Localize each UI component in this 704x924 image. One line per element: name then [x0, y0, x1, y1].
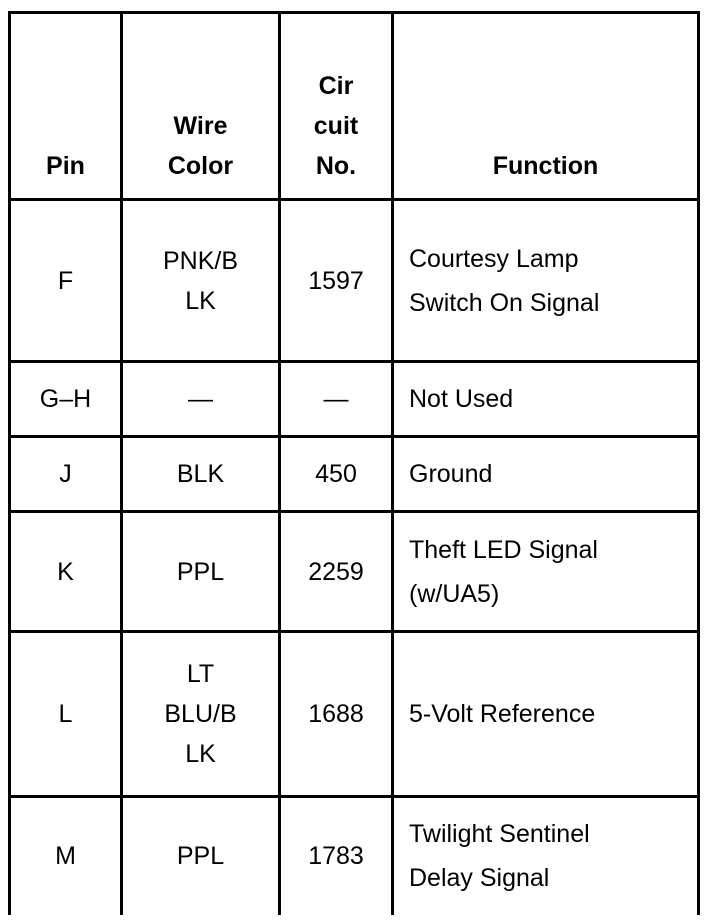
header-row [10, 13, 699, 200]
cell-wire-color: PPL [122, 797, 280, 915]
header-pin: Pin [10, 13, 122, 200]
cell-circuit-no: 1688 [280, 632, 393, 797]
cell-wire-color: PNK/B LK [122, 200, 280, 362]
cell-wire-color: PPL [122, 512, 280, 632]
table-row [10, 362, 699, 437]
header-wire-color: Wire Color [122, 13, 280, 200]
cell-pin: G–H [10, 362, 122, 437]
table-row [10, 437, 699, 512]
cell-function: 5-Volt Reference [393, 632, 699, 797]
cell-pin: L [10, 632, 122, 797]
cell-pin: J [10, 437, 122, 512]
cell-circuit-no: — [280, 362, 393, 437]
cell-function: Twilight Sentinel Delay Signal [393, 797, 699, 915]
table-row [10, 797, 699, 915]
connector-pin-table [8, 11, 700, 915]
cell-circuit-no: 1597 [280, 200, 393, 362]
table-row [10, 512, 699, 632]
header-circuit-no: Cir cuit No. [280, 13, 393, 200]
table-row [10, 632, 699, 797]
cell-pin: F [10, 200, 122, 362]
cell-function: Ground [393, 437, 699, 512]
cell-wire-color: — [122, 362, 280, 437]
cell-circuit-no: 450 [280, 437, 393, 512]
cell-function: Theft LED Signal (w/UA5) [393, 512, 699, 632]
cell-pin: M [10, 797, 122, 915]
cell-wire-color: BLK [122, 437, 280, 512]
cell-function: Not Used [393, 362, 699, 437]
cell-pin: K [10, 512, 122, 632]
cell-function: Courtesy Lamp Switch On Signal [393, 200, 699, 362]
header-function: Function [393, 13, 699, 200]
cell-circuit-no: 1783 [280, 797, 393, 915]
table-row [10, 200, 699, 362]
cell-wire-color: LT BLU/B LK [122, 632, 280, 797]
cell-circuit-no: 2259 [280, 512, 393, 632]
